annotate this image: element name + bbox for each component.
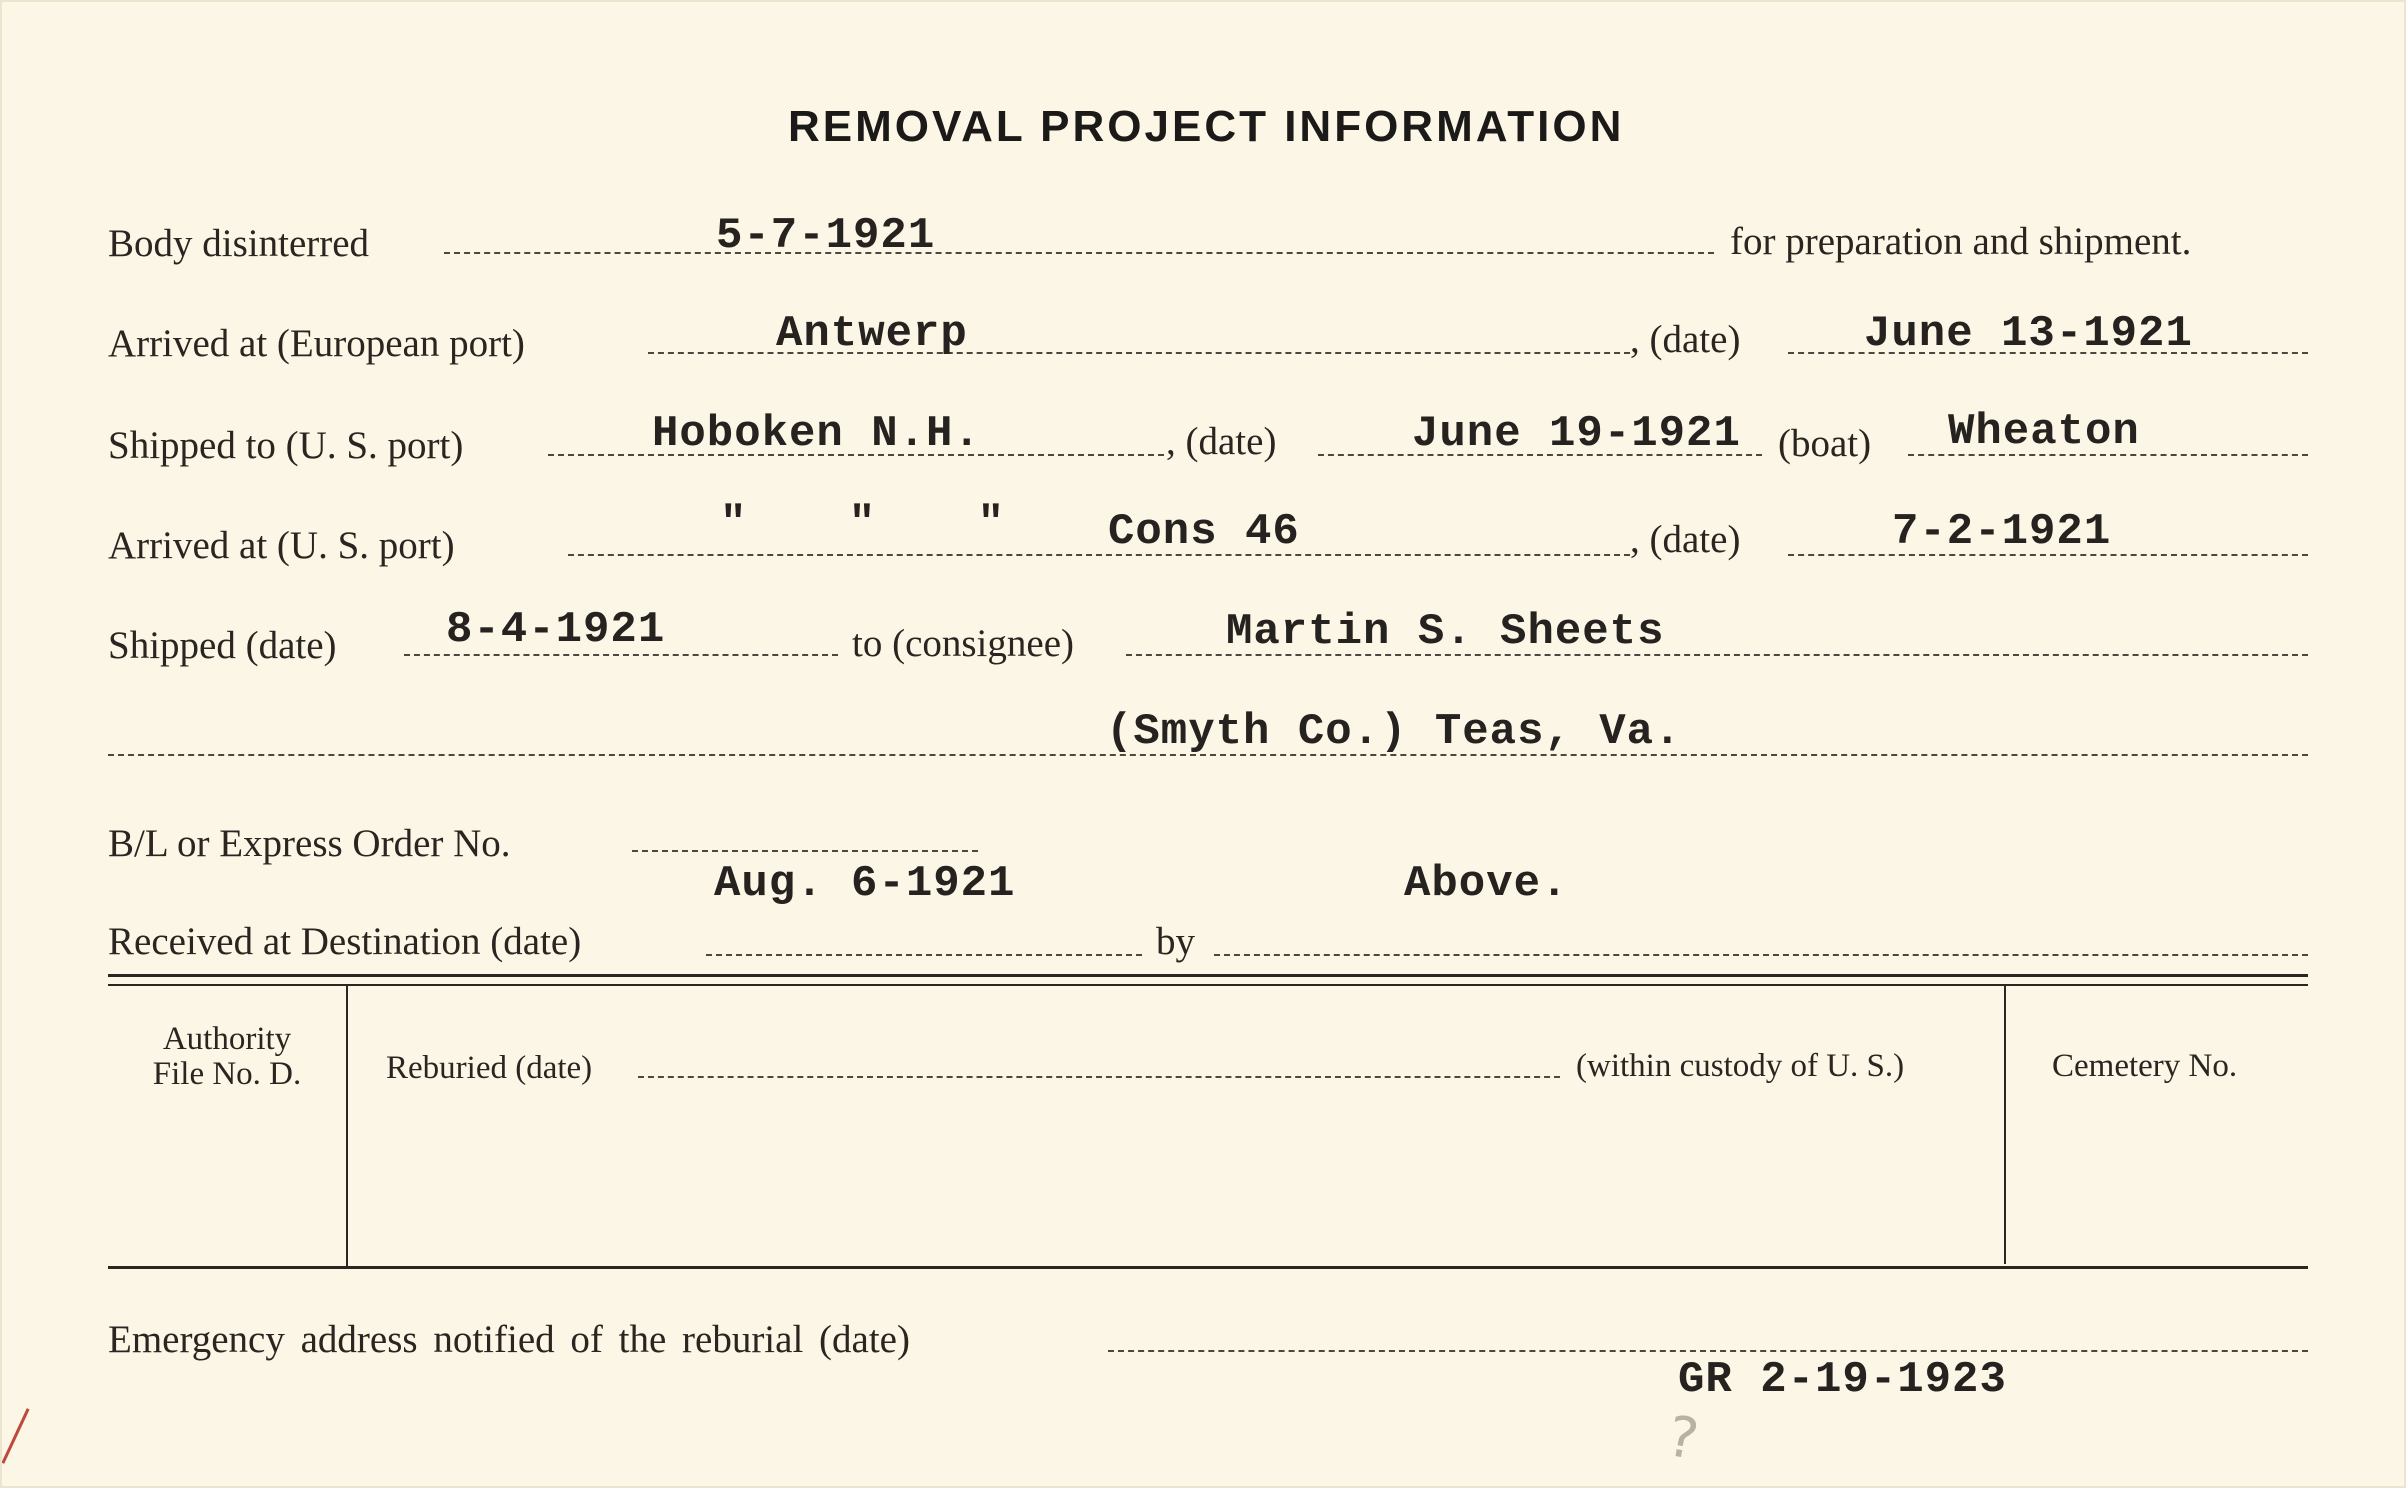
- card-title: REMOVAL PROJECT INFORMATION: [788, 102, 1625, 151]
- body-disinterred-suffix: for preparation and shipment.: [1730, 220, 2192, 263]
- body-disinterred-label: Body disinterred: [108, 222, 370, 265]
- bl-order-label: B/L or Express Order No.: [108, 822, 511, 865]
- boat-label: (boat): [1778, 422, 1872, 465]
- boat-value: Wheaton: [1948, 407, 2140, 457]
- received-by-value: Above.: [1404, 859, 1569, 909]
- consignee-label: to (consignee): [852, 622, 1075, 665]
- table-divider-left: [346, 986, 348, 1268]
- pencil-mark: ?: [1662, 1403, 1704, 1474]
- table-divider-right: [2004, 986, 2006, 1264]
- emergency-value: GR 2-19-1923: [1678, 1355, 2007, 1405]
- european-port-date-value: June 13-1921: [1864, 309, 2193, 359]
- us-port-value: Cons 46: [1108, 507, 1300, 557]
- us-port-line: [568, 554, 1630, 556]
- consignee-value: Martin S. Sheets: [1226, 607, 1665, 657]
- emergency-label: Emergency address notified of the reburial (date): [108, 1318, 910, 1361]
- address-value: (Smyth Co.) Teas, Va.: [1106, 707, 1682, 757]
- body-disinterred-line: [444, 252, 1714, 254]
- body-disinterred-value: 5-7-1921: [716, 211, 936, 261]
- reburied-line: [638, 1076, 1560, 1078]
- received-by-line: [1214, 954, 2308, 956]
- bl-order-line: [632, 850, 978, 852]
- us-port-date-value: 7-2-1921: [1892, 507, 2112, 557]
- reburied-label: Reburied (date): [386, 1050, 593, 1086]
- shipped-date-label: Shipped (date): [108, 624, 337, 667]
- european-port-date-label: , (date): [1630, 318, 1741, 361]
- authority-label-text: Authority File No. D.: [152, 1021, 302, 1092]
- us-port-label: Arrived at (U. S. port): [108, 524, 455, 567]
- received-label: Received at Destination (date): [108, 920, 582, 963]
- received-by-label: by: [1156, 920, 1195, 963]
- table-bottom-rule: [108, 1266, 2308, 1269]
- authority-label: [132, 1022, 322, 1091]
- received-date-line: [706, 954, 1142, 956]
- cemetery-label: Cemetery No.: [2052, 1048, 2238, 1084]
- red-edge-mark: [1, 1408, 29, 1464]
- us-port-ditto: " " ": [720, 499, 1043, 549]
- shipped-to-value: Hoboken N.H.: [652, 409, 981, 459]
- shipped-to-label: Shipped to (U. S. port): [108, 424, 464, 467]
- shipped-to-date-label: , (date): [1166, 420, 1277, 463]
- european-port-label: Arrived at (European port): [108, 322, 525, 365]
- table-top-rule-1: [108, 974, 2308, 977]
- emergency-line: [1108, 1350, 2308, 1352]
- shipped-date-value: 8-4-1921: [446, 605, 666, 655]
- european-port-value: Antwerp: [776, 309, 968, 359]
- table-top-rule-2: [108, 984, 2308, 986]
- us-port-date-label: , (date): [1630, 518, 1741, 561]
- received-date-value: Aug. 6-1921: [714, 859, 1016, 909]
- custody-label: (within custody of U. S.): [1576, 1048, 1905, 1084]
- shipped-to-date-value: June 19-1921: [1412, 409, 1741, 459]
